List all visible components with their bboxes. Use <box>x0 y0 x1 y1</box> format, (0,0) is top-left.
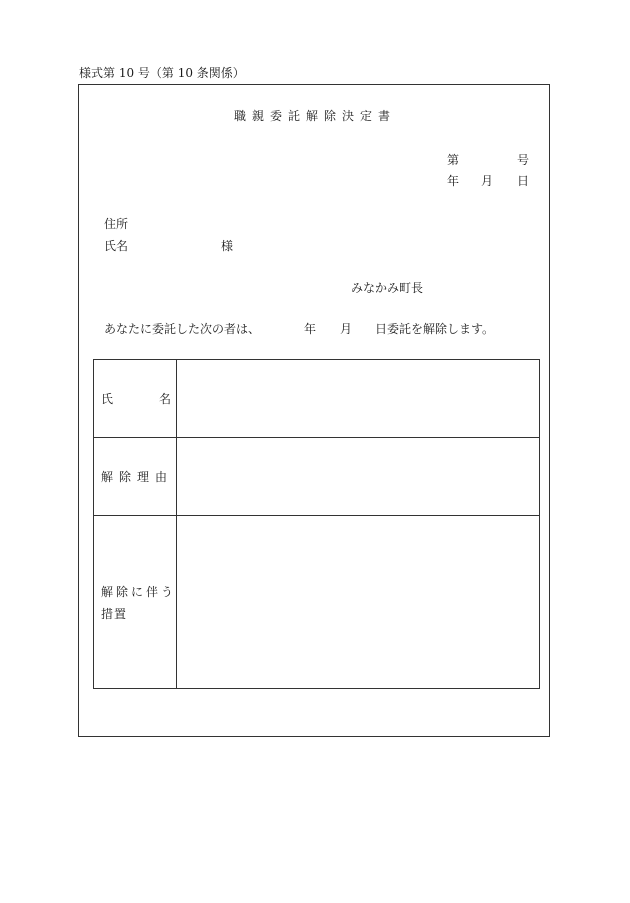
document-title: 職親委託解除決定書 <box>233 109 396 123</box>
details-table <box>93 359 540 689</box>
reason-value-cell[interactable] <box>177 438 539 515</box>
statement-month-label: 月 <box>340 322 353 336</box>
document-number-suffix: 号 <box>517 153 530 167</box>
recipient-name-label: 氏名 <box>104 239 129 253</box>
statement-part1: あなたに委託した次の者は、 <box>104 322 261 336</box>
measures-value-cell[interactable] <box>177 516 539 688</box>
document-number-prefix: 第 <box>447 153 460 167</box>
date-year-label: 年 <box>447 174 460 188</box>
name-value-cell[interactable] <box>177 360 539 437</box>
reason-row-label: 解除理由 <box>101 470 174 484</box>
statement-year-label: 年 <box>304 322 317 336</box>
name-row-label-first: 氏 <box>101 392 114 406</box>
recipient-address-label: 住所 <box>104 217 129 231</box>
recipient-honorific: 様 <box>221 239 234 253</box>
form-number-label: 様式第 10 号（第 10 条関係） <box>79 66 245 80</box>
statement-part2: 日委託を解除します。 <box>375 322 495 336</box>
issuer-name: みなかみ町長 <box>351 281 424 295</box>
date-month-label: 月 <box>481 174 494 188</box>
date-day-label: 日 <box>517 174 530 188</box>
measures-row-label-line2: 措置 <box>101 607 128 621</box>
measures-row-label-line1: 解除に伴う <box>101 585 177 599</box>
name-row-label-second: 名 <box>159 392 172 406</box>
